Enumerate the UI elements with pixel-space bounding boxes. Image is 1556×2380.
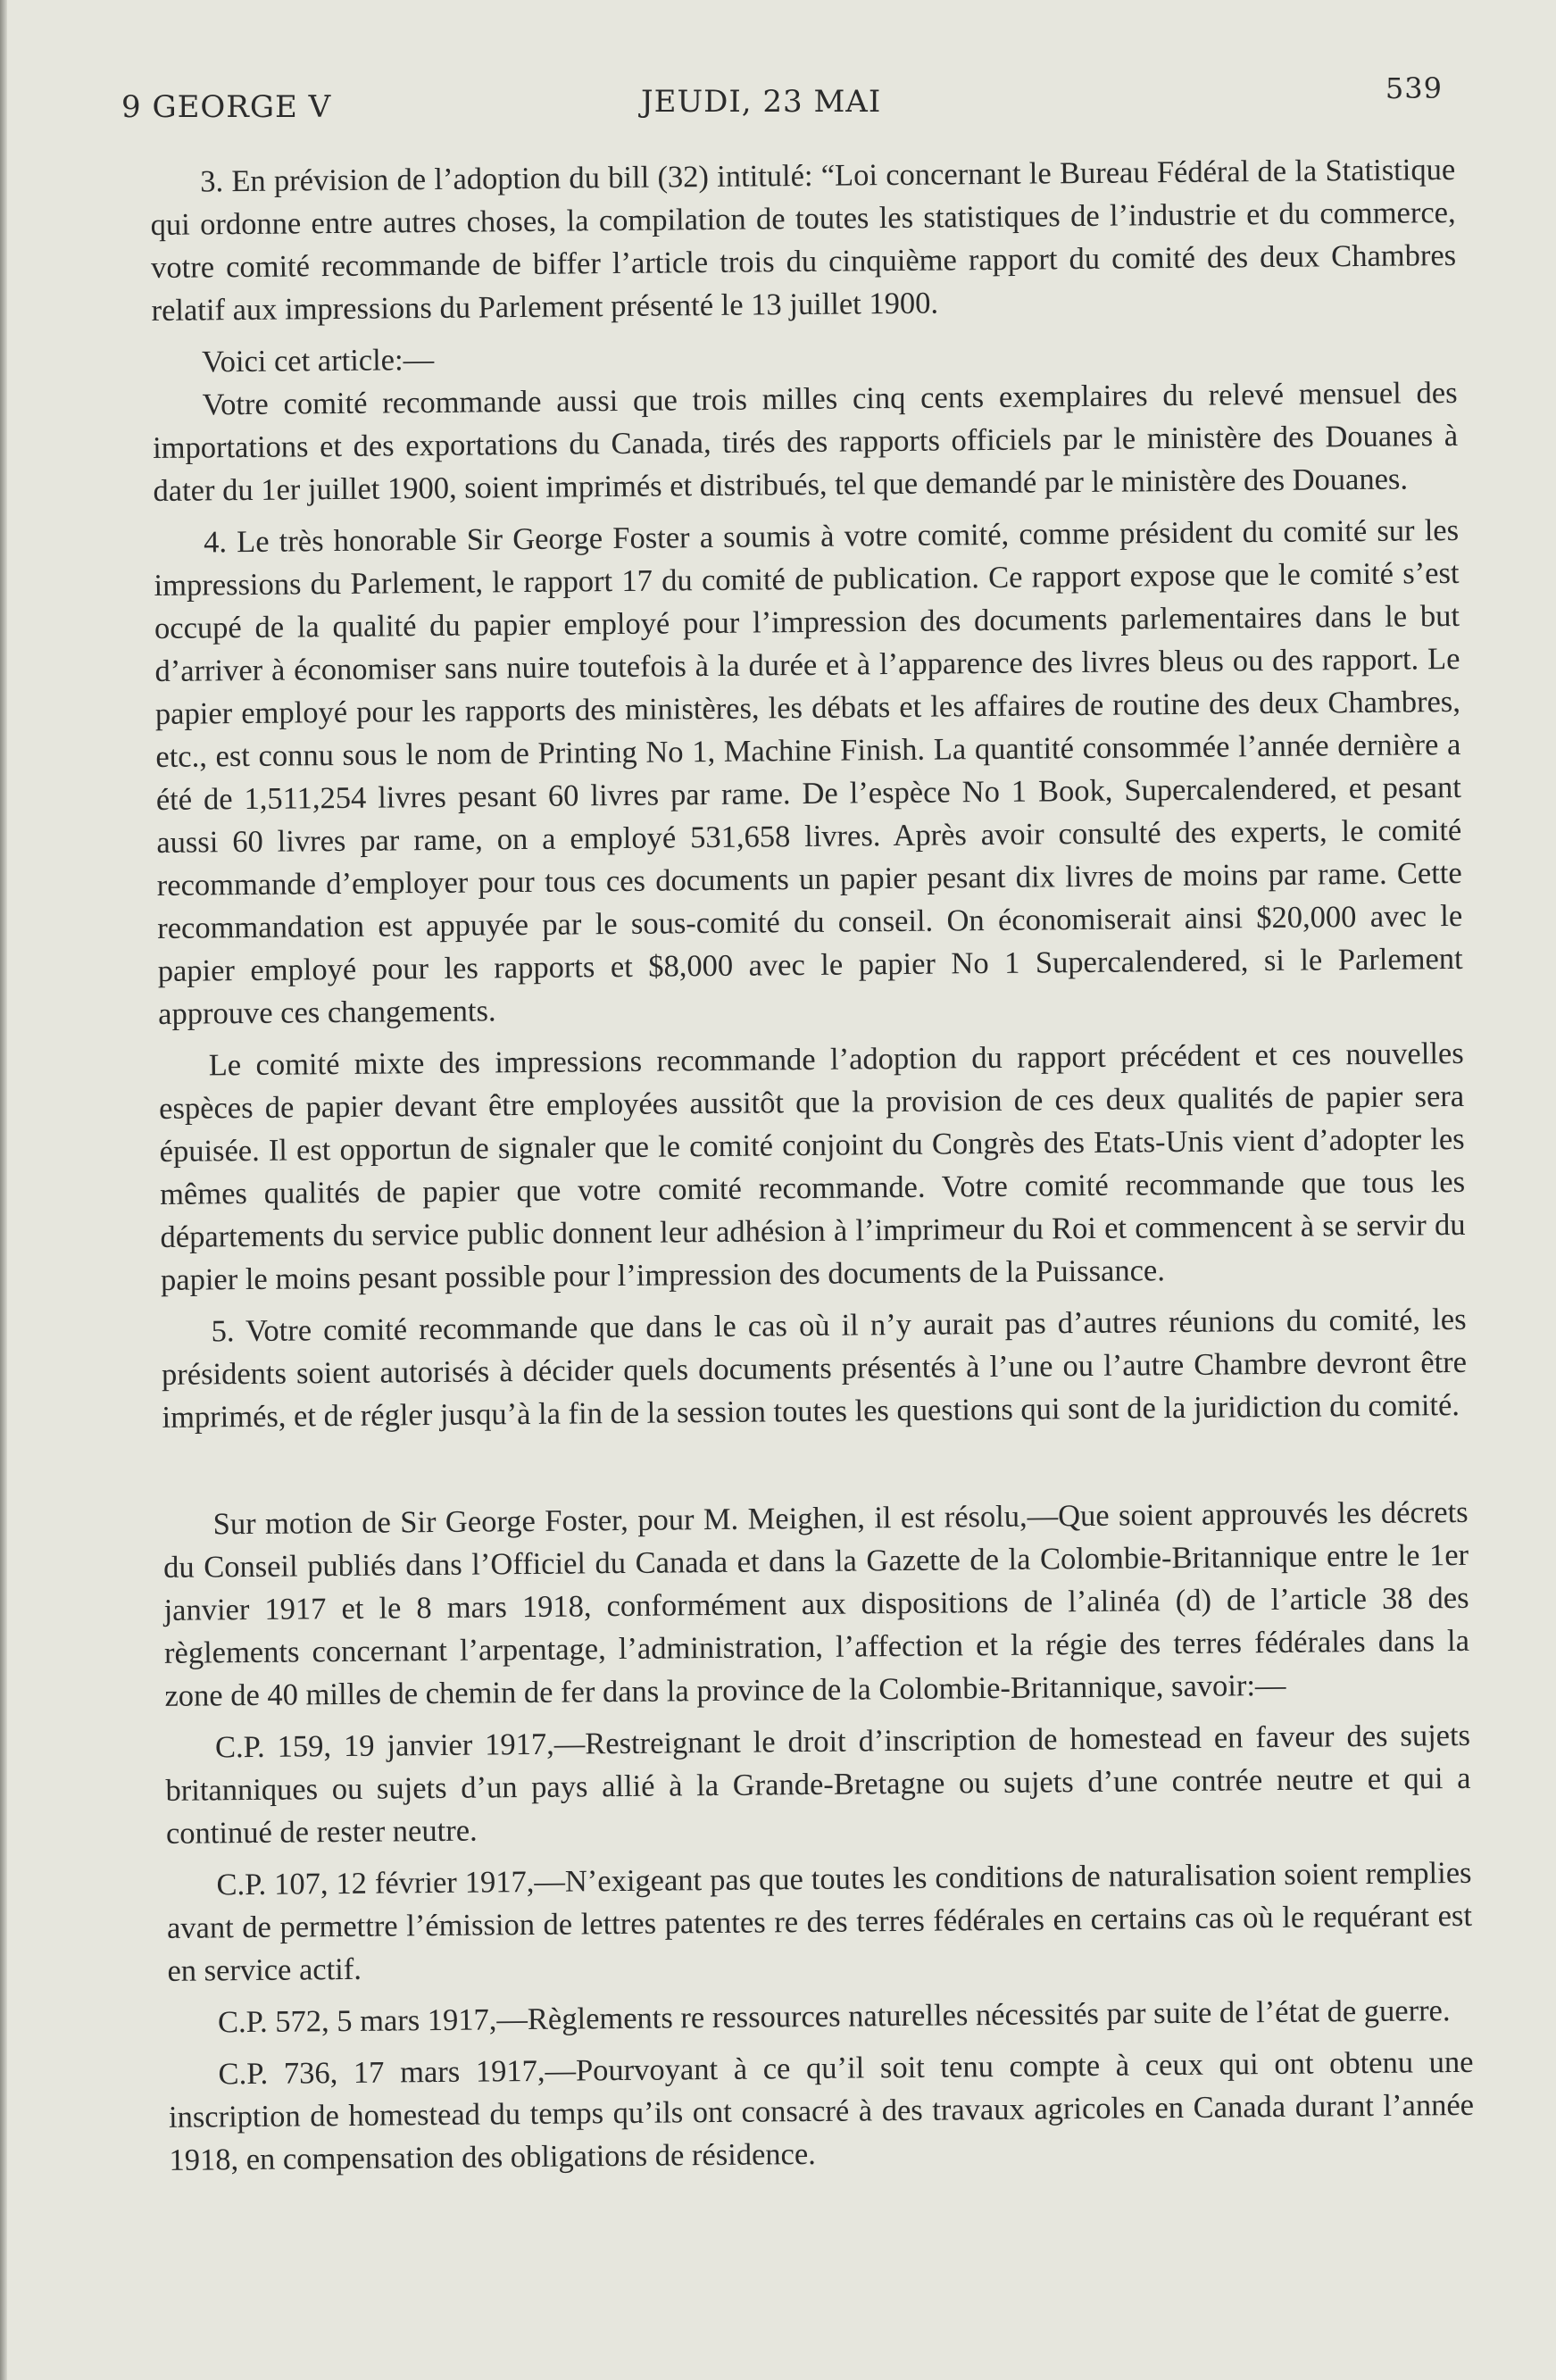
order-in-council-107: C.P. 107, 12 février 1917,—N’exigeant pas que toutes les conditions de naturalisation soient remplies avant de permettre l’émission de lettres patentes re des terres fédérales en certains cas où le requérant est en service actif. — [166, 1855, 1473, 1988]
order-in-council-736: C.P. 736, 17 mars 1917,—Pourvoyant à ce qu’il soit tenu compte à ceux qui ont obtenu une inscription de homestead du temps qu’ils ont consacré à des travaux agricoles en Canada durant l’année 1918, en compensation des obligations de résidence. — [168, 2044, 1475, 2177]
page-number: 539 — [1385, 71, 1443, 105]
paragraph-article-intro: Voici cet article:— — [201, 342, 435, 379]
paragraph-motion: Sur motion de Sir George Foster, pour M. Meighen, il est résolu,—Que soient approuvés les décrets du Conseil publiés dans l’Officiel du Canada et dans la Gazette de la Colombie-Britannique entre le 1er janvier 1917 et le 8 mars 1918, conformément aux dispositions de l’alinéa (d) de l’article 38 des règlements concernant l’arpentage, l’administration, l’affection et la régie des terres fédérales dans la zone de 40 milles de chemin de fer dans la province de la Colombie-Britannique, savoir:— — [162, 1494, 1470, 1713]
paragraph-4: 4. Le très honorable Sir George Foster a soumis à votre comité, comme président du comité sur les impressions du Parlement, le rapport 17 du comité de publication. Ce rapport expose que le comité s’est occupé de la qualité du papier employé pour l’impression des documents parlementaires dans le but d’arriver à économiser sans nuire toutefois à la durée et à l’apparence des livres bleus ou des rapport. Le papier employé pour les rapports des ministères, les débats et les affaires de routine des deux Chambres, etc., est connu sous le nom de Printing No 1, Machine Finish. La quantité consommée l’année dernière a été de 1,511,254 livres pesant 60 livres par rame. De l’espèce No 1 Book, Supercalendered, et pesant aussi 60 livres par rame, on a employé 531,658 livres. Après avoir consulté des experts, le comité recommande d’employer pour tous ces documents un papier pesant dix livres de moins par rame. Cette recommandation est appuyée par le sous-comité du conseil. On économiserait ainsi $20,000 avec le papier employé pour les rapports et $8,000 avec le papier No 1 Supercalendered, si le Parlement approuve ces changements. — [154, 512, 1463, 1031]
order-in-council-572: C.P. 572, 5 mars 1917,—Règlements re ressources naturelles nécessités par suite de l’état de guerre. — [217, 1993, 1451, 2040]
paragraph-joint-committee: Le comité mixte des impressions recommande l’adoption du rapport précédent et ces nouvelles espèces de papier devant être employées aussitôt que la provision de ces deux qualités de papier sera épuisée. Il est opportun de signaler que le comité conjoint du Congrès des Etats-Unis vient d’adopter les mêmes qualités de papier que votre comité recommande. Votre comité recommande que tous les départements du service public donnent leur adhésion à l’imprimeur du Roi et commencent à se servir du papier le moins pesant possible pour l’impression des documents de la Puissance. — [159, 1036, 1466, 1297]
page-body — [150, 148, 1475, 2182]
header-regnal-year: 9 GEORGE V — [121, 89, 332, 125]
header-date: JEUDI, 23 MAI — [641, 84, 882, 120]
paragraph-3: 3. En prévision de l’adoption du bill (32) intitulé: “Loi concernant le Bureau Fédéral de la Statistique qui ordonne entre autres choses, la compilation de toutes les statistiques de l’industrie et du commerce, votre comité recommande de biffer l’article trois du cinquième rapport du comité des deux Chambres relatif aux impressions du Parlement présenté le 13 juillet 1900. — [150, 152, 1457, 328]
running-header — [121, 71, 1443, 136]
order-in-council-159: C.P. 159, 19 janvier 1917,—Restreignant le droit d’inscription de homestead en faveur des sujets britanniques ou sujets d’un pays allié à la Grande-Bretagne ou sujets d’une contrée neutre et qui a continué de rester neutre. — [165, 1718, 1471, 1851]
paragraph-article-quote: Votre comité recommande aussi que trois milles cinq cents exemplaires du relevé mensuel des importations et des exportations du Canada, tirés des rapports officiels par le ministère des Douanes à dater du 1er juillet 1900, soient imprimés et distribués, tel que demandé par le ministère des Douanes. — [152, 375, 1459, 508]
paragraph-5: 5. Votre comité recommande que dans le cas où il n’y aurait pas d’autres réunions du comité, les présidents soient autorisés à décider quels documents présentés à l’une ou l’autre Chambre devront être imprimés, et de régler jusqu’à la fin de la session toutes les questions qui sont de la juridiction du comité. — [161, 1302, 1468, 1435]
